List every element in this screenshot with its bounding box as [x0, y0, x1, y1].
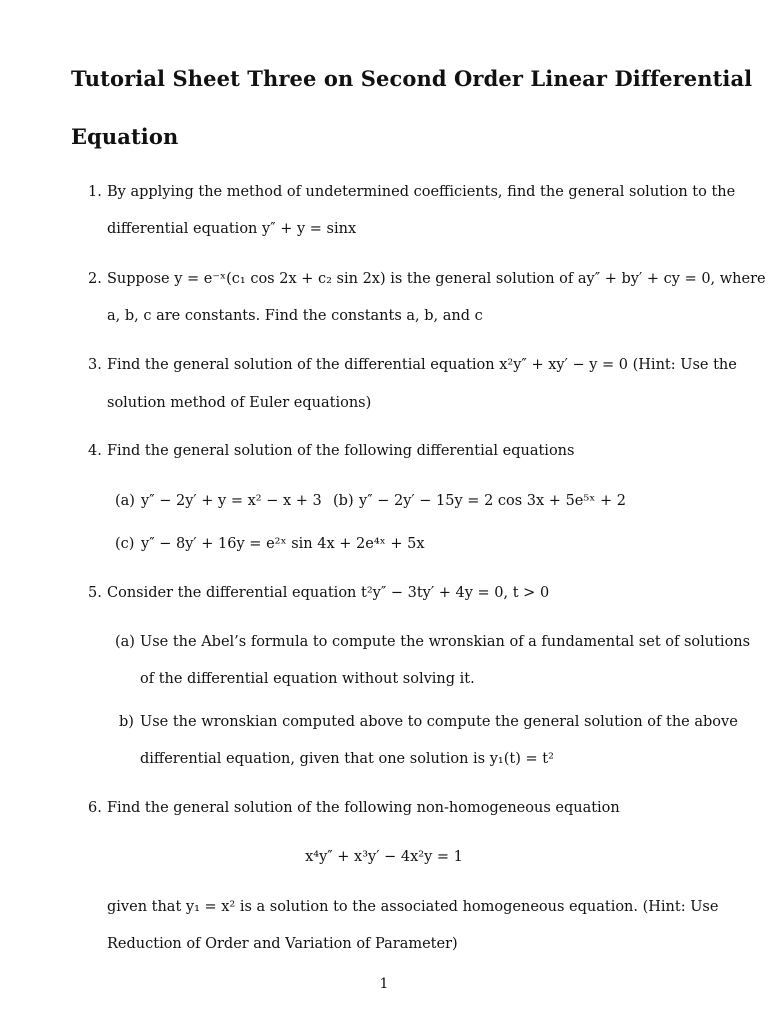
item-4b-label: (b): [333, 493, 354, 509]
item-5b-line-2: differential equation, given that one solution is y₁(t) = t²: [140, 751, 554, 767]
item-4-number: 4.: [88, 443, 102, 459]
item-6-number: 6.: [88, 800, 102, 816]
item-2-line-1: Suppose y = e⁻ˣ(c₁ cos 2x + c₂ sin 2x) is the general solution of ay″ + by′ + cy = 0, where: [107, 271, 766, 287]
item-4a-text: y″ − 2y′ + y = x² − x + 3: [141, 493, 322, 509]
item-4c-label: (c): [115, 536, 135, 552]
item-5b-line-1: Use the wronskian computed above to compute the general solution of the above: [140, 714, 738, 730]
item-1-line-1: By applying the method of undetermined coefficients, find the general solution to the: [107, 184, 736, 200]
item-6-after-line-1: given that y₁ = x² is a solution to the associated homogeneous equation. (Hint: Use: [107, 899, 719, 915]
item-4a-label: (a): [115, 493, 135, 509]
item-2-number: 2.: [88, 271, 102, 287]
item-1-number: 1.: [88, 184, 102, 200]
item-3-number: 3.: [88, 357, 102, 373]
item-2-line-2: a, b, c are constants. Find the constants a, b, and c: [107, 308, 483, 324]
item-3-line-2: solution method of Euler equations): [107, 395, 372, 411]
item-5b-label: b): [119, 714, 134, 730]
item-4c-text: y″ − 8y′ + 16y = e²ˣ sin 4x + 2e⁴ˣ + 5x: [141, 536, 425, 552]
item-6-after-line-2: Reduction of Order and Variation of Parameter): [107, 936, 458, 952]
item-4-line-1: Find the general solution of the following differential equations: [107, 443, 575, 459]
document-title-line-2: Equation: [71, 124, 179, 149]
item-6-display-equation: x⁴y″ + x³y′ − 4x²y = 1: [305, 849, 463, 865]
item-5a-line-2: of the differential equation without solving it.: [140, 671, 475, 687]
item-1-line-2: differential equation y″ + y = sinx: [107, 221, 357, 237]
item-5-number: 5.: [88, 585, 102, 601]
item-5a-label: (a): [115, 634, 135, 650]
item-6-line-1: Find the general solution of the following non-homogeneous equation: [107, 800, 620, 816]
item-3-line-1: Find the general solution of the differential equation x²y″ + xy′ − y = 0 (Hint: Use the: [107, 357, 737, 373]
item-4b-text: y″ − 2y′ − 15y = 2 cos 3x + 5e⁵ˣ + 2: [359, 493, 626, 509]
item-5-line-1: Consider the differential equation t²y″ − 3ty′ + 4y = 0, t > 0: [107, 585, 550, 601]
item-5a-line-1: Use the Abel’s formula to compute the wronskian of a fundamental set of solutions: [140, 634, 751, 650]
document-title-line-1: Tutorial Sheet Three on Second Order Linear Differential: [71, 66, 753, 91]
page-number: 1: [379, 976, 389, 992]
